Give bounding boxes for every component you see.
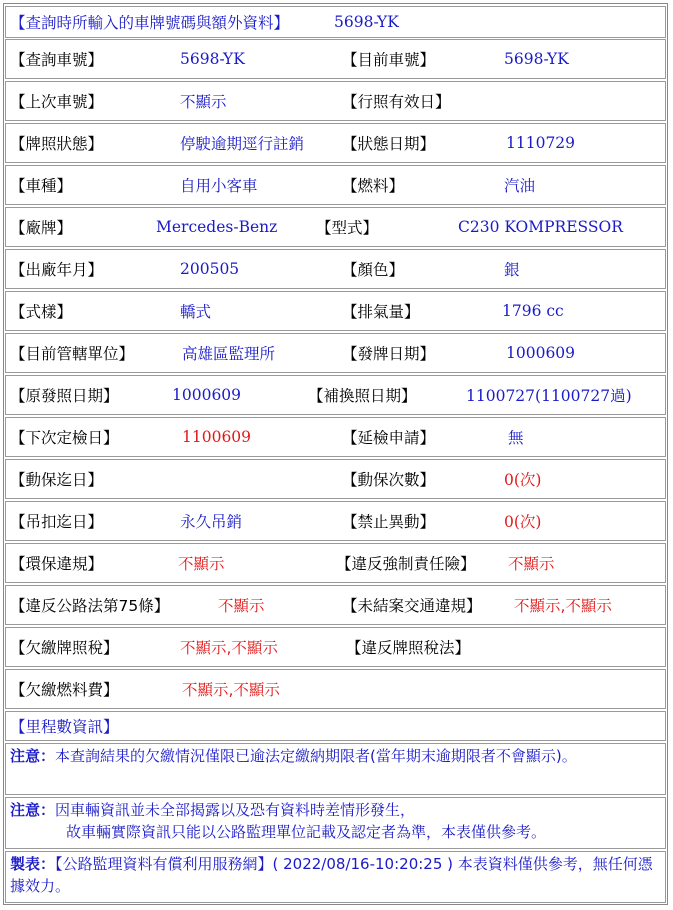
field-label: 【顏色】 <box>342 261 405 279</box>
field-value: 高雄區監理所 <box>182 345 276 363</box>
field-label: 【吊扣迄日】 <box>10 513 104 531</box>
field-value: 停駛逾期逕行註銷 <box>180 135 305 153</box>
field-label: 【上次車號】 <box>10 93 104 111</box>
field-value: 不顯示,不顯示 <box>514 597 612 615</box>
footer-block <box>5 851 666 903</box>
field-label: 【原發照日期】 <box>10 387 119 405</box>
field-label: 【違反公路法第75條】 <box>10 597 170 615</box>
field-label: 【式樣】 <box>10 303 73 321</box>
field-label: 【欠繳牌照稅】 <box>10 639 119 657</box>
field-value: 不顯示 <box>178 555 225 573</box>
field-label: 【目前車號】 <box>342 51 436 69</box>
field-value: 轎式 <box>180 303 212 321</box>
table-row <box>5 207 666 247</box>
field-value: 不顯示 <box>218 597 265 615</box>
table-row <box>5 375 666 415</box>
field-value: 0(次) <box>504 513 542 531</box>
note-block <box>5 797 666 849</box>
note-text: 故車輛實際資訊只能以公路監理單位記載及認定者為準，本表僅供參考。 <box>66 823 547 841</box>
field-value: 1000609 <box>172 386 242 404</box>
footer-text: 【公路監理資料有償利用服務網】( 2022/08/16-10:20:25 ) 本表資料僅供參考，無任何憑據效力。 <box>10 855 653 895</box>
field-value: C230 KOMPRESSOR <box>458 218 623 236</box>
field-label: 【廠牌】 <box>10 219 73 237</box>
table-row <box>5 249 666 289</box>
note-prefix: 注意： <box>10 747 56 765</box>
field-label: 【型式】 <box>316 219 379 237</box>
field-value: 5698-YK <box>504 50 569 68</box>
field-value: 1000609 <box>506 344 576 362</box>
field-label: 【違反強制責任險】 <box>336 555 476 573</box>
field-label: 【發牌日期】 <box>342 345 436 363</box>
field-value: 不顯示,不顯示 <box>180 639 278 657</box>
field-value: 1100609 <box>182 428 252 446</box>
field-value: 自用小客車 <box>180 177 258 195</box>
table-row <box>5 585 666 625</box>
field-value: 汽油 <box>504 177 536 195</box>
field-label: 【動保迄日】 <box>10 471 104 489</box>
field-label: 【狀態日期】 <box>342 135 436 153</box>
field-value: 200505 <box>180 260 240 278</box>
field-label: 【燃料】 <box>342 177 405 195</box>
field-label: 【違反牌照稅法】 <box>346 639 471 657</box>
note-text: 因車輛資訊並未全部揭露以及恐有資料時差情形發生， <box>55 801 416 819</box>
mileage-label: 【里程數資訊】 <box>10 718 119 736</box>
header-title: 【查詢時所輸入的車牌號碼與額外資料】 <box>10 14 290 32</box>
field-value: Mercedes-Benz <box>156 218 278 236</box>
table-row <box>5 669 666 709</box>
table-row <box>5 627 666 667</box>
field-label: 【目前管轄單位】 <box>10 345 135 363</box>
field-value: 不顯示 <box>180 93 227 111</box>
field-value: 銀 <box>504 261 520 279</box>
field-label: 【延檢申請】 <box>342 429 436 447</box>
field-label: 【環保違規】 <box>10 555 104 573</box>
note-prefix: 注意： <box>10 801 56 819</box>
field-label: 【禁止異動】 <box>342 513 436 531</box>
table-row <box>5 123 666 163</box>
field-value: 1796 cc <box>502 302 564 320</box>
field-value: 不顯示,不顯示 <box>182 681 280 699</box>
table-row <box>5 543 666 583</box>
header-plate: 5698-YK <box>334 13 399 31</box>
table-row <box>5 333 666 373</box>
table-row <box>5 291 666 331</box>
field-value: 永久吊銷 <box>180 513 243 531</box>
field-label: 【車種】 <box>10 177 73 195</box>
table-row <box>5 501 666 541</box>
field-label: 【排氣量】 <box>342 303 420 321</box>
note-block <box>5 743 666 795</box>
report-header <box>5 6 666 38</box>
field-label: 【動保次數】 <box>342 471 436 489</box>
field-value: 1110729 <box>506 134 576 152</box>
field-label: 【補換照日期】 <box>308 387 417 405</box>
field-value: 5698-YK <box>180 50 245 68</box>
field-label: 【出廠年月】 <box>10 261 104 279</box>
field-label: 【欠繳燃料費】 <box>10 681 119 699</box>
table-row <box>5 81 666 121</box>
footer-prefix: 製表： <box>10 855 56 873</box>
field-value: 無 <box>508 429 524 447</box>
field-value: 不顯示 <box>508 555 555 573</box>
mileage-section <box>5 711 666 741</box>
note-text: 本查詢結果的欠繳情況僅限已逾法定繳納期限者(當年期末逾期限者不會顯示)。 <box>55 747 577 765</box>
field-label: 【牌照狀態】 <box>10 135 104 153</box>
table-row <box>5 459 666 499</box>
field-value: 1100727(1100727過) <box>466 387 632 405</box>
table-row <box>5 165 666 205</box>
field-label: 【查詢車號】 <box>10 51 104 69</box>
table-row <box>5 417 666 457</box>
field-label: 【未結案交通違規】 <box>342 597 482 615</box>
field-label: 【行照有效日】 <box>342 93 451 111</box>
field-value: 0(次) <box>504 471 542 489</box>
field-label: 【下次定檢日】 <box>10 429 119 447</box>
table-row <box>5 39 666 79</box>
